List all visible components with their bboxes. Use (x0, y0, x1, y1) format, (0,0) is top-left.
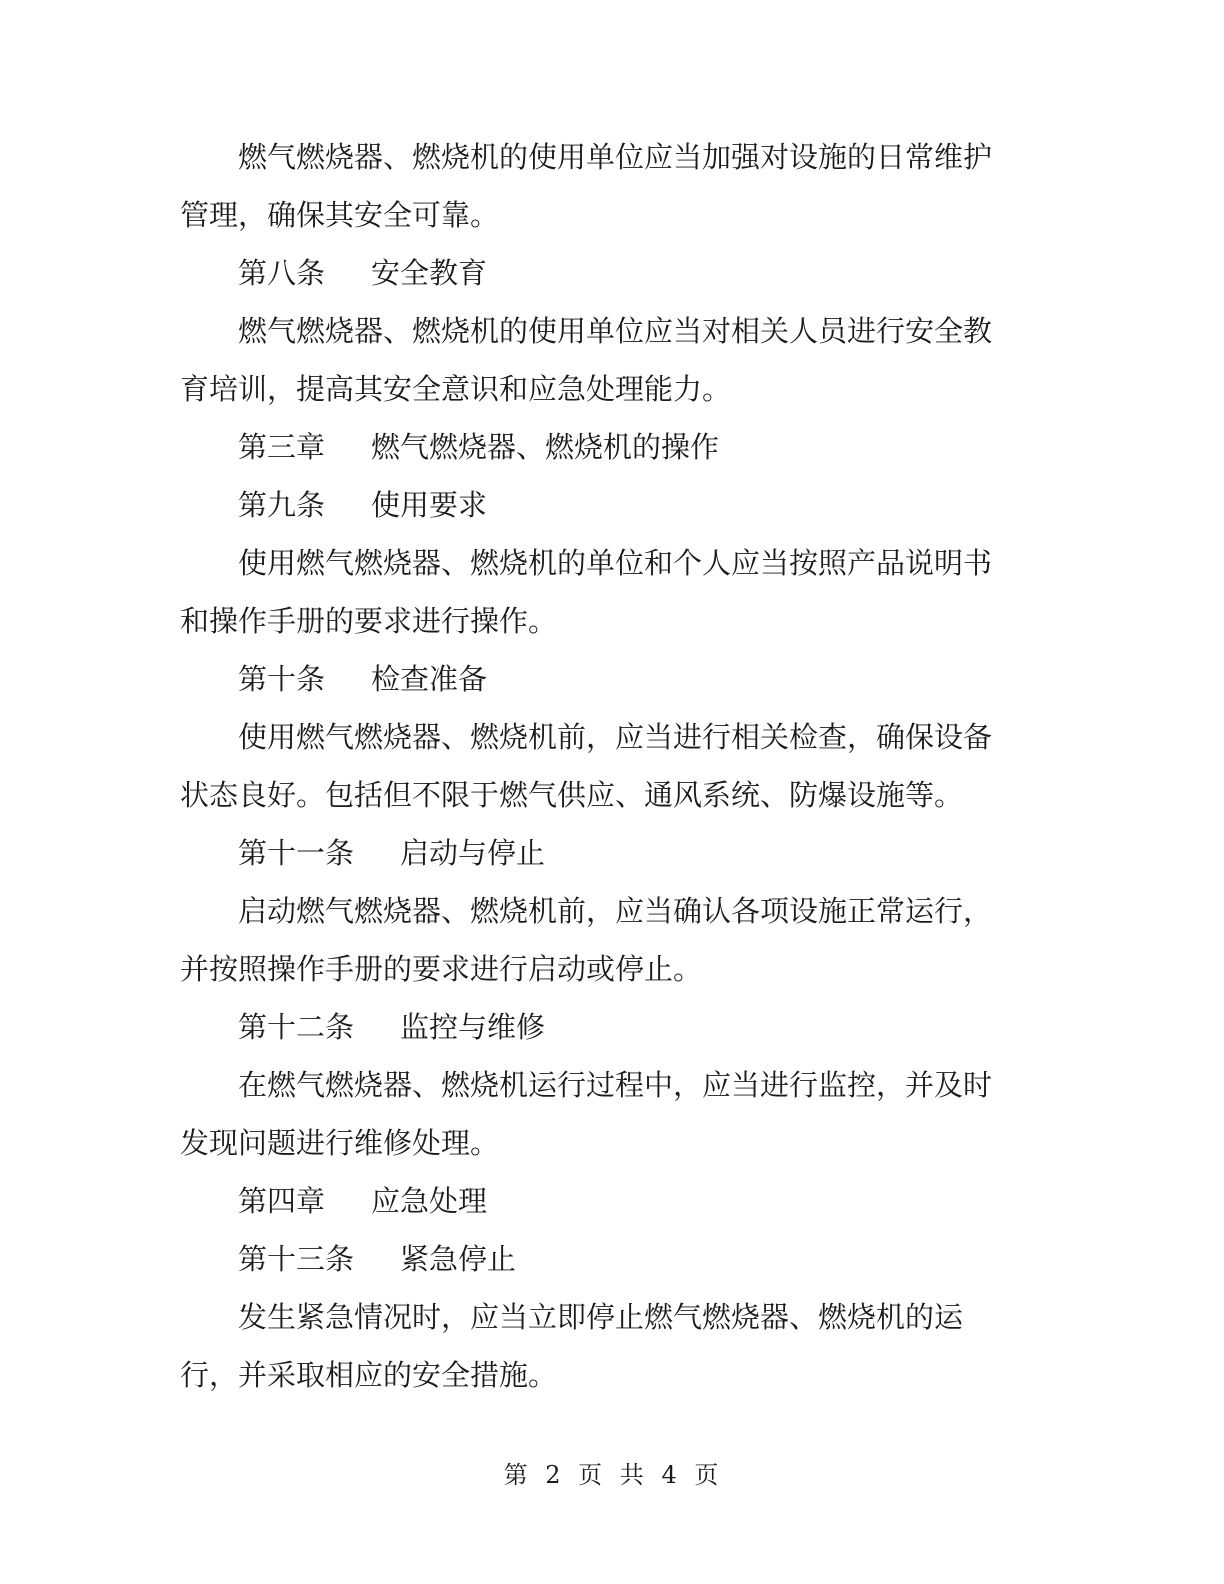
section-heading (180, 650, 1014, 708)
article-number: 第十一条 (238, 836, 355, 870)
paragraph-line: 并按照操作手册的要求进行启动或停止。 (180, 952, 703, 986)
article-number: 第十二条 (238, 1010, 355, 1044)
paragraph-line: 使用燃气燃烧器、燃烧机的单位和个人应当按照产品说明书 (238, 546, 993, 580)
paragraph-line: 燃气燃烧器、燃烧机的使用单位应当加强对设施的日常维护 (238, 140, 993, 174)
paragraph-line: 和操作手册的要求进行操作。 (180, 604, 558, 638)
paragraph-line: 在燃气燃烧器、燃烧机运行过程中，应当进行监控，并及时 (238, 1068, 993, 1102)
section-heading (180, 998, 1014, 1056)
article-title: 监控与维修 (400, 1010, 546, 1044)
paragraph-line: 发生紧急情况时，应当立即停止燃气燃烧器、燃烧机的运 (238, 1300, 964, 1334)
chapter-number: 第四章 (238, 1184, 326, 1218)
paragraph-line: 育培训，提高其安全意识和应急处理能力。 (180, 372, 732, 406)
chapter-title: 燃气燃烧器、燃烧机的操作 (371, 430, 720, 464)
paragraph-line: 发现问题进行维修处理。 (180, 1126, 500, 1160)
chapter-heading (180, 1172, 1014, 1230)
paragraph-line: 状态良好。包括但不限于燃气供应、通风系统、防爆设施等。 (180, 778, 964, 812)
paragraph-line: 燃气燃烧器、燃烧机的使用单位应当对相关人员进行安全教 (238, 314, 993, 348)
paragraph-line: 行，并采取相应的安全措施。 (180, 1358, 558, 1392)
paragraph-line: 使用燃气燃烧器、燃烧机前，应当进行相关检查，确保设备 (238, 720, 993, 754)
section-heading (180, 824, 1014, 882)
article-title: 检查准备 (371, 662, 488, 696)
paragraph-line: 启动燃气燃烧器、燃烧机前，应当确认各项设施正常运行， (238, 894, 993, 928)
section-heading (180, 476, 1014, 534)
article-title: 启动与停止 (400, 836, 546, 870)
chapter-title: 应急处理 (371, 1184, 488, 1218)
article-number: 第八条 (238, 256, 326, 290)
chapter-heading (180, 418, 1014, 476)
article-number: 第十条 (238, 662, 326, 696)
article-number: 第九条 (238, 488, 326, 522)
article-title: 紧急停止 (400, 1242, 517, 1276)
section-heading (180, 1230, 1014, 1288)
article-title: 安全教育 (371, 256, 488, 290)
page-number-footer: 第 2 页 共 4 页 (503, 1461, 721, 1489)
article-number: 第十三条 (238, 1242, 355, 1276)
chapter-number: 第三章 (238, 430, 326, 464)
document-body (180, 128, 1014, 1404)
section-heading (180, 244, 1014, 302)
article-title: 使用要求 (371, 488, 488, 522)
paragraph-line: 管理，确保其安全可靠。 (180, 198, 500, 232)
